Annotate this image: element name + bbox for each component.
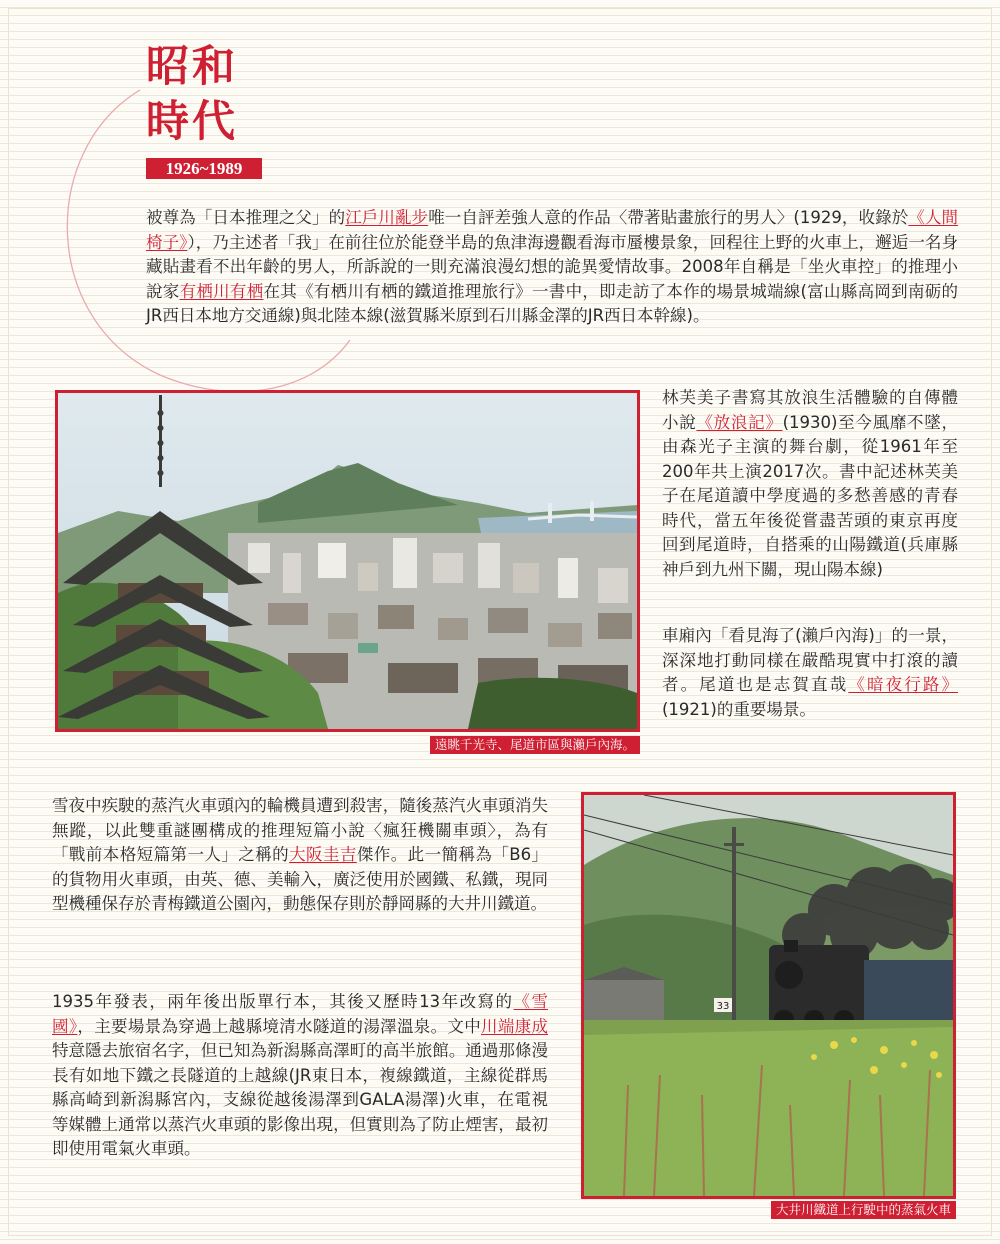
hayashi-paragraph-continued: [662, 624, 958, 722]
milepost-sign: 33: [716, 1001, 730, 1012]
highlighted-reference[interactable]: 《雪國》: [52, 992, 548, 1036]
body-text: ），乃主述者「我」在前往位於能登半島的魚津海邊觀看海市蜃樓景象，回程往上野的火車上，邂逅一名身藏貼畫看不出年齡的男人，所訴說的一則充滿浪漫幻想的詭異愛情故事。2008年自稱是「坐火車控」的推理小說家: [146, 232, 959, 301]
onomichi-photo-illustration: [58, 393, 637, 729]
body-text: 林芙美子書寫其放浪生活體驗的自傳體小說: [662, 388, 958, 432]
highlighted-reference[interactable]: 大阪圭吉: [289, 845, 357, 864]
body-text: (1930)至今風靡不墜，由森光子主演的舞台劇，從1961年至200年共上演2017次。書中記述林芙美子在尾道讀中學度過的多愁善感的青春時代，當五年後從嘗盡苦頭的東京再度回到尾道時，自搭乘的山陽鐵道(兵庫縣神戶到九州下關，現山陽本線): [662, 412, 959, 579]
body-text: 特意隱去旅宿名字，但已知為新潟縣高澤町的高半旅館。通過那條漫長有如地下鐵之長隧道的上越線(JR東日本，複線鐵道，主線從群馬縣高崎到新潟縣宮內，支線從越後湯澤到GALA湯澤)火車，在電視等媒體上通常以蒸汽火車頭的影像出現，但實則為了防止煙害，最初即使用電氣火車頭。: [52, 1041, 548, 1158]
onomichi-photo: [55, 390, 640, 732]
body-text: 唯一自評差強人意的作品〈帶著貼畫旅行的男人〉(1929，收錄於: [428, 208, 909, 227]
highlighted-reference[interactable]: 江戶川亂步: [345, 208, 429, 227]
osaka-paragraph: [52, 794, 548, 917]
section-title: [146, 40, 238, 150]
body-text: ，主要場景為穿過上越縣境清水隧道的湯澤溫泉。文中: [77, 1016, 482, 1036]
hayashi-paragraph: [662, 386, 958, 582]
body-text: 傑作。此一簡稱為「B6」的貨物用火車頭，由英、德、美輸入，廣泛使用於國鐵、私鐵，現同型機種保存於青梅鐵道公園內，動態保存則於靜岡縣的大井川鐵道。: [52, 845, 549, 913]
body-text: 雪夜中疾駛的蒸汽火車頭內的輪機員遭到殺害，隨後蒸汽火車頭消失無蹤，以此雙重謎團構成的推理短篇小說〈瘋狂機關車頭〉，為有「戰前本格短篇第一人」之稱的: [52, 796, 548, 864]
era-years-badge: 1926~1989: [146, 158, 262, 179]
body-text: 車廂內「看見海了(瀨戶內海)」的一景，深深地打動同樣在嚴酷現實中打滾的讀者。尾道也是志賀直哉: [662, 626, 958, 694]
title-line-2: 時代: [146, 97, 238, 147]
highlighted-reference[interactable]: 《暗夜行路》: [848, 675, 959, 694]
highlighted-reference[interactable]: 川端康成: [481, 1016, 549, 1036]
title-line-1: 昭和: [146, 42, 238, 92]
highlighted-reference[interactable]: 有栖川有栖: [179, 281, 264, 301]
body-text: 1935年發表，兩年後出版單行本，其後又歷時13年改寫的: [52, 992, 514, 1011]
intro-paragraph: [146, 206, 958, 329]
body-text: 被尊為「日本推理之父」的: [146, 208, 346, 227]
body-text: (1921)的重要場景。: [662, 699, 816, 719]
body-text: 在其《有栖川有栖的鐵道推理旅行》一書中，即走訪了本作的場景城端線(富山縣高岡到南砺的JR西日本地方交通線)與北陸本線(滋賀縣米原到石川縣金澤的JR西日本幹線)。: [146, 281, 959, 325]
onomichi-photo-caption: 遠眺千光寺、尾道市區與瀨戶內海。: [430, 736, 640, 754]
kawabata-paragraph: [52, 990, 548, 1162]
highlighted-reference[interactable]: 《人間椅子》: [146, 208, 959, 252]
oigawa-photo-illustration: [584, 795, 953, 1196]
oigawa-photo: [581, 792, 956, 1199]
highlighted-reference[interactable]: 《放浪記》: [696, 412, 783, 432]
oigawa-photo-caption: 大井川鐵道上行駛中的蒸氣火車: [771, 1201, 956, 1219]
